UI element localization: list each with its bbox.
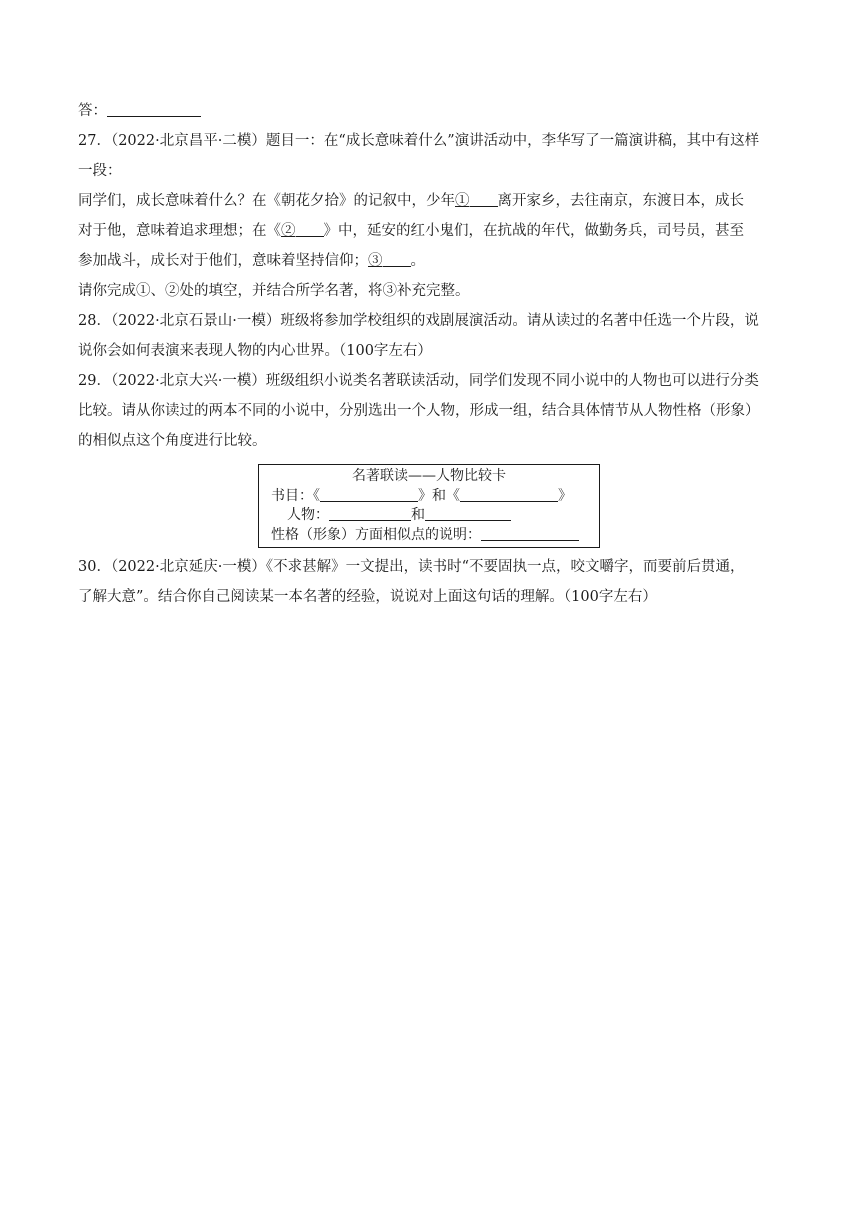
question-27 xyxy=(78,126,784,306)
q29-line-2: 比较。请从你读过的两本不同的小说中，分别选出一个人物，形成一组，结合具体情节从人物性格（形象） xyxy=(78,403,760,419)
question-29 xyxy=(78,366,784,548)
q27-passage-text: 。 xyxy=(410,253,425,269)
fill-blank-1[interactable] xyxy=(470,188,498,207)
book-2-blank[interactable] xyxy=(460,487,558,502)
q27-passage-text: 离开家乡，去往南京，东渡日本，成长 xyxy=(497,193,744,209)
q27-passage-text: 参加战斗，成长对于他们，意味着坚持信仰； xyxy=(78,253,368,269)
q27-passage-line-3 xyxy=(78,246,784,276)
books-connector: 》和《 xyxy=(418,487,460,504)
q27-line-2: 一段： xyxy=(78,163,122,179)
q27-line-1 xyxy=(78,126,784,156)
question-30 xyxy=(78,552,784,612)
q27-instruction: 请你完成①、②处的填空，并结合所学名著，将③补充完整。 xyxy=(78,283,470,299)
exam-page xyxy=(78,96,784,612)
fill-blank-3[interactable] xyxy=(383,248,411,267)
q30-line-1: 30．（2022·北京延庆·一模）《不求甚解》一文提出，读书时“不要固执一点，咬文嚼字，而要前后贯通， xyxy=(78,559,745,575)
people-connector: 和 xyxy=(411,507,425,523)
people-label: 人物： xyxy=(287,507,329,523)
q27-passage-line-2 xyxy=(78,216,784,246)
trait-label: 性格（形象）方面相似点的说明： xyxy=(271,526,481,543)
q29-line-3: 的相似点这个角度进行比较。 xyxy=(78,433,267,449)
character-comparison-card xyxy=(258,464,600,548)
answer-blank[interactable] xyxy=(107,98,201,117)
card-title: 名著联读——人物比较卡 xyxy=(352,468,506,484)
fill-blank-2[interactable] xyxy=(296,218,324,237)
answer-label: 答： xyxy=(78,103,107,119)
q30-line-2: 了解大意”。结合你自己阅读某一本名著的经验，说说对上面这句话的理解。（100字左右） xyxy=(78,589,657,605)
book-1-blank[interactable] xyxy=(320,487,418,502)
q28-line-2: 说你会如何表演来表现人物的内心世界。（100字左右） xyxy=(78,343,432,359)
card-books-row xyxy=(259,487,599,507)
person-2-blank[interactable] xyxy=(425,506,511,521)
card-trait-row xyxy=(259,526,599,546)
q28-line-1: 28．（2022·北京石景山·一模）班级将参加学校组织的戏剧展演活动。请从读过的名著中任选一个片段，说 xyxy=(78,313,759,329)
blank-marker-2: ② xyxy=(281,223,296,239)
q27-source: （2022·北京昌平·二模） xyxy=(110,133,266,149)
q27-number: 27． xyxy=(78,133,111,149)
q27-passage-line-1 xyxy=(78,186,784,216)
person-1-blank[interactable] xyxy=(329,506,411,521)
blank-marker-3: ③ xyxy=(368,253,383,269)
trait-blank[interactable] xyxy=(481,526,579,541)
q27-passage-text: 》中，延安的红小鬼们，在抗战的年代，做勤务兵，司号员，甚至 xyxy=(323,223,744,239)
q29-line-1: 29．（2022·北京大兴·一模）班级组织小说类名著联读活动，同学们发现不同小说中的人物也可以进行分类 xyxy=(78,373,759,389)
books-end: 》 xyxy=(558,487,572,504)
card-people-row xyxy=(259,506,599,526)
q27-text-1: 题目一：在“成长意味着什么”演讲活动中，李华写了一篇演讲稿，其中有这样 xyxy=(265,133,760,149)
answer-line xyxy=(78,96,784,126)
q27-passage-text: 同学们，成长意味着什么？在《朝花夕拾》的记叙中，少年 xyxy=(78,193,455,209)
blank-marker-1: ① xyxy=(455,193,470,209)
books-label: 书目：《 xyxy=(271,487,320,504)
q27-passage-text: 对于他，意味着追求理想；在《 xyxy=(78,223,281,239)
question-28 xyxy=(78,306,784,366)
